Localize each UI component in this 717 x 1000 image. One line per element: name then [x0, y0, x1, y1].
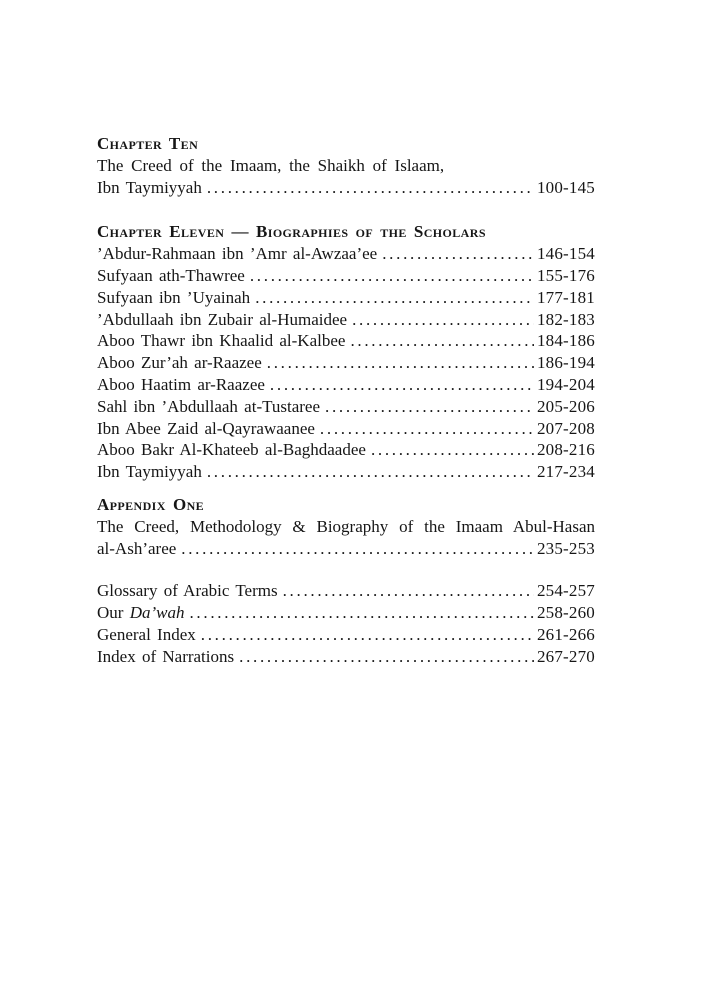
entry-title	[97, 602, 184, 624]
entry-pages: 261-266	[536, 624, 595, 644]
dot-leader	[382, 243, 534, 265]
entry-pages: 155-176	[536, 265, 595, 285]
toc-entry	[97, 243, 595, 265]
toc-entry	[97, 646, 595, 668]
entry-pages: 205-206	[536, 396, 595, 416]
toc-entry	[97, 287, 595, 309]
entry-pages: 146-154	[536, 244, 595, 264]
dot-leader	[207, 461, 534, 483]
table-of-contents-page	[97, 133, 595, 668]
entry-title: Ibn Abee Zaid al-Qayrawaanee	[97, 418, 315, 438]
dot-leader	[239, 646, 534, 668]
entry-title: Aboo Haatim ar-Raazee	[97, 374, 265, 394]
entry-title: General Index	[97, 624, 196, 644]
entry-pages: 267-270	[536, 646, 595, 666]
section-chapter-ten	[97, 133, 595, 198]
toc-entry	[97, 461, 595, 483]
entry-pages: 217-234	[536, 462, 595, 482]
toc-entry	[97, 309, 595, 331]
entry-title: Sufyaan ath-Thawree	[97, 265, 245, 285]
chapter-eleven-heading: Chapter Eleven — Biographies of the Scholars	[97, 222, 486, 242]
entry-pages: 208-216	[536, 440, 595, 460]
entry-title: Aboo Bakr Al-Khateeb al-Baghdaadee	[97, 440, 366, 460]
entry-title: Sahl ibn ’Abdullaah at-Tustaree	[97, 396, 321, 416]
dot-leader	[352, 309, 534, 331]
entry-title: Sufyaan ibn ’Uyainah	[97, 287, 251, 307]
dot-leader	[207, 177, 534, 199]
dot-leader	[255, 287, 534, 309]
entry-title: Glossary of Arabic Terms	[97, 581, 278, 601]
toc-entry	[97, 330, 595, 352]
dot-leader	[181, 538, 534, 560]
chapter-ten-heading: Chapter Ten	[97, 134, 199, 153]
entry-title-prefix: Our	[97, 603, 124, 623]
appendix-one-subtitle: The Creed, Methodology & Biography of the Imaam Abul-Hasan	[97, 516, 595, 536]
entry-title: Index of Narrations	[97, 646, 235, 666]
dot-leader	[350, 330, 533, 352]
entry-pages: 207-208	[536, 418, 595, 438]
toc-entry	[97, 374, 595, 396]
entry-pages: 184-186	[536, 331, 595, 351]
entry-title: Ibn Taymiyyah	[97, 177, 202, 197]
entry-title-italic: Da’wah	[129, 603, 185, 623]
dot-leader	[267, 352, 534, 374]
dot-leader	[283, 580, 534, 602]
entry-pages: 254-257	[536, 581, 595, 601]
toc-entry	[97, 177, 595, 199]
entry-pages: 177-181	[536, 287, 595, 307]
dot-leader	[325, 396, 534, 418]
entry-pages: 194-204	[536, 374, 595, 394]
entry-title: al-Ash’aree	[97, 538, 177, 558]
section-back-matter	[97, 580, 595, 667]
toc-entry	[97, 265, 595, 287]
toc-entry	[97, 439, 595, 461]
entry-title: ’Abdullaah ibn Zubair al-Humaidee	[97, 309, 348, 329]
entry-pages: 100-145	[536, 177, 595, 197]
dot-leader	[320, 418, 534, 440]
dot-leader	[371, 439, 534, 461]
toc-entry	[97, 580, 595, 602]
dot-leader	[250, 265, 534, 287]
entry-pages: 258-260	[536, 603, 595, 623]
dot-leader	[270, 374, 534, 396]
dot-leader	[201, 624, 534, 646]
entry-title: Ibn Taymiyyah	[97, 462, 202, 482]
toc-entry	[97, 418, 595, 440]
toc-entry	[97, 396, 595, 418]
entry-pages: 235-253	[536, 538, 595, 558]
toc-entry	[97, 602, 595, 624]
toc-entry	[97, 352, 595, 374]
section-appendix-one	[97, 494, 595, 559]
appendix-one-heading: Appendix One	[97, 494, 205, 514]
entry-pages: 182-183	[536, 309, 595, 329]
chapter-ten-subtitle: The Creed of the Imaam, the Shaikh of Islaam,	[97, 155, 445, 175]
entry-title: Aboo Zur’ah ar-Raazee	[97, 353, 262, 373]
entry-title: Aboo Thawr ibn Khaalid al-Kalbee	[97, 331, 346, 351]
toc-entry	[97, 624, 595, 646]
section-chapter-eleven	[97, 221, 595, 483]
dot-leader	[189, 602, 533, 624]
entry-pages: 186-194	[536, 353, 595, 373]
toc-entry	[97, 538, 595, 560]
entry-title: ’Abdur-Rahmaan ibn ’Amr al-Awzaa’ee	[97, 244, 378, 264]
